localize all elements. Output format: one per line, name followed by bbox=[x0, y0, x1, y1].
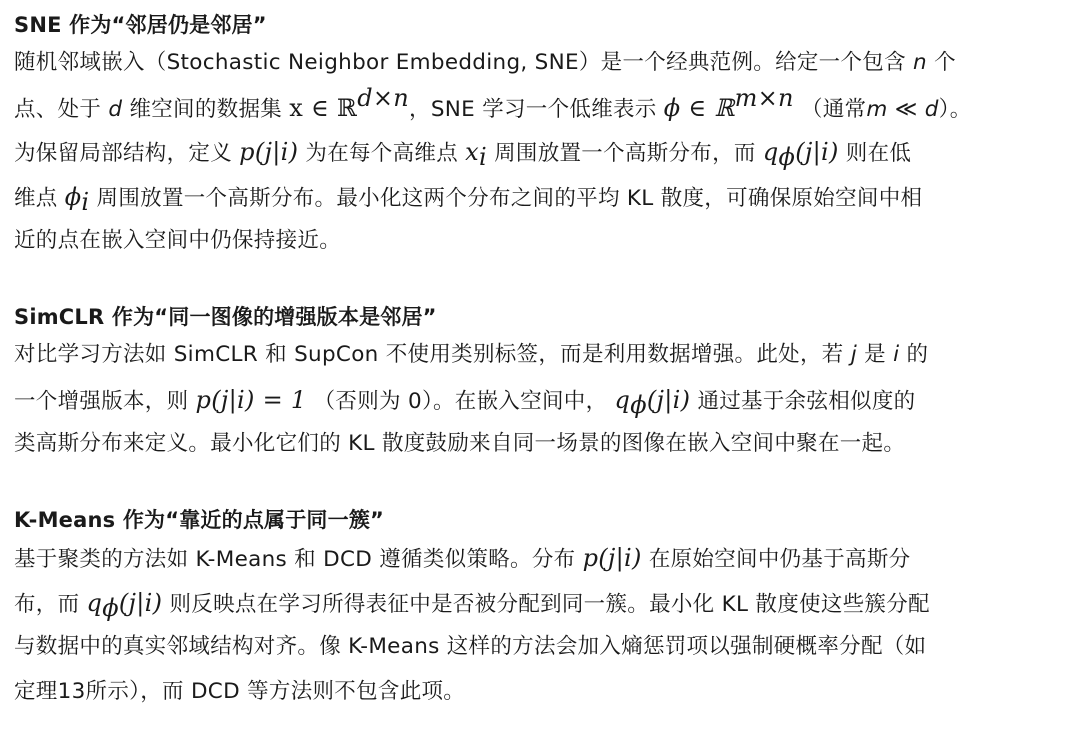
paragraph-line: 类高斯分布来定义。最小化它们的 KL 散度鼓励来自同一场景的图像在嵌入空间中聚在一起。 bbox=[14, 431, 906, 456]
paragraph-line: 基于聚类的方法如 K-Means 和 DCD 遵循类似策略。分布 p(j|i) 在原始空间中仍基于高斯分 bbox=[14, 544, 911, 572]
paragraph-line: 与数据中的真实邻域结构对齐。像 K-Means 这样的方法会加入熵惩罚项以强制硬概率分配（如 bbox=[14, 634, 927, 659]
paragraph-line: 维点 $\phi_i$ 周围放置一个高斯分布。最小化这两个分布之间的平均 KL 散度，可确保原始空间中相 bbox=[14, 182, 923, 216]
math-expression: x ∈ ℝ bbox=[289, 93, 358, 122]
paragraph-line: 一个增强版本，则 p(j|i) = 1 （否则为 0）。在嵌入空间中， $q_\phi(j|i)$ 通过基于余弦相似度的 bbox=[14, 385, 916, 419]
paragraph-line: 对比学习方法如 SimCLR 和 SupCon 不使用类别标签，而是利用数据增强。此处，若 j 是 i 的 bbox=[14, 342, 929, 367]
math-expression: p(j|i) bbox=[582, 544, 642, 572]
section-kmeans bbox=[14, 505, 1070, 714]
paragraph-line: 近的点在嵌入空间中仍保持接近。 bbox=[14, 228, 342, 253]
paragraph-line: 定理13所示），而 DCD 等方法则不包含此项。 bbox=[14, 678, 466, 704]
math-expression: ϕ ∈ ℝ bbox=[663, 93, 735, 122]
paragraph-line: 布，而 $q_\phi(j|i)$ 则反映点在学习所得表征中是否被分配到同一簇。最小化 KL 散度使这些簇分配 bbox=[14, 588, 930, 622]
section-simclr bbox=[14, 302, 1070, 467]
section-heading: SimCLR 作为“同一图像的增强版本是邻居” bbox=[14, 305, 437, 329]
paragraph-line: 随机邻域嵌入（Stochastic Neighbor Embedding, SNE）是一个经典范例。给定一个包含 n 个 bbox=[14, 50, 956, 75]
math-expression: p(j|i) bbox=[239, 138, 299, 166]
math-expression: p(j|i) = 1 bbox=[195, 385, 307, 414]
paragraph-line: 为保留局部结构，定义 p(j|i) 为在每个高维点 $x_i$ 周围放置一个高斯分布，而 $q_\phi(j|i)$ 则在低 bbox=[14, 138, 912, 171]
section-heading: K-Means 作为“靠近的点属于同一簇” bbox=[14, 508, 385, 532]
section-sne bbox=[14, 10, 1070, 264]
section-heading: SNE 作为“邻居仍是邻居” bbox=[14, 13, 267, 37]
paragraph-line: 点、处于 d 维空间的数据集 x ∈ ℝ$^{d\times n}$，SNE 学习一个低维表示 ϕ ∈ ℝ$^{m\times n}$ （通常m ≪ d）。 bbox=[14, 83, 972, 122]
